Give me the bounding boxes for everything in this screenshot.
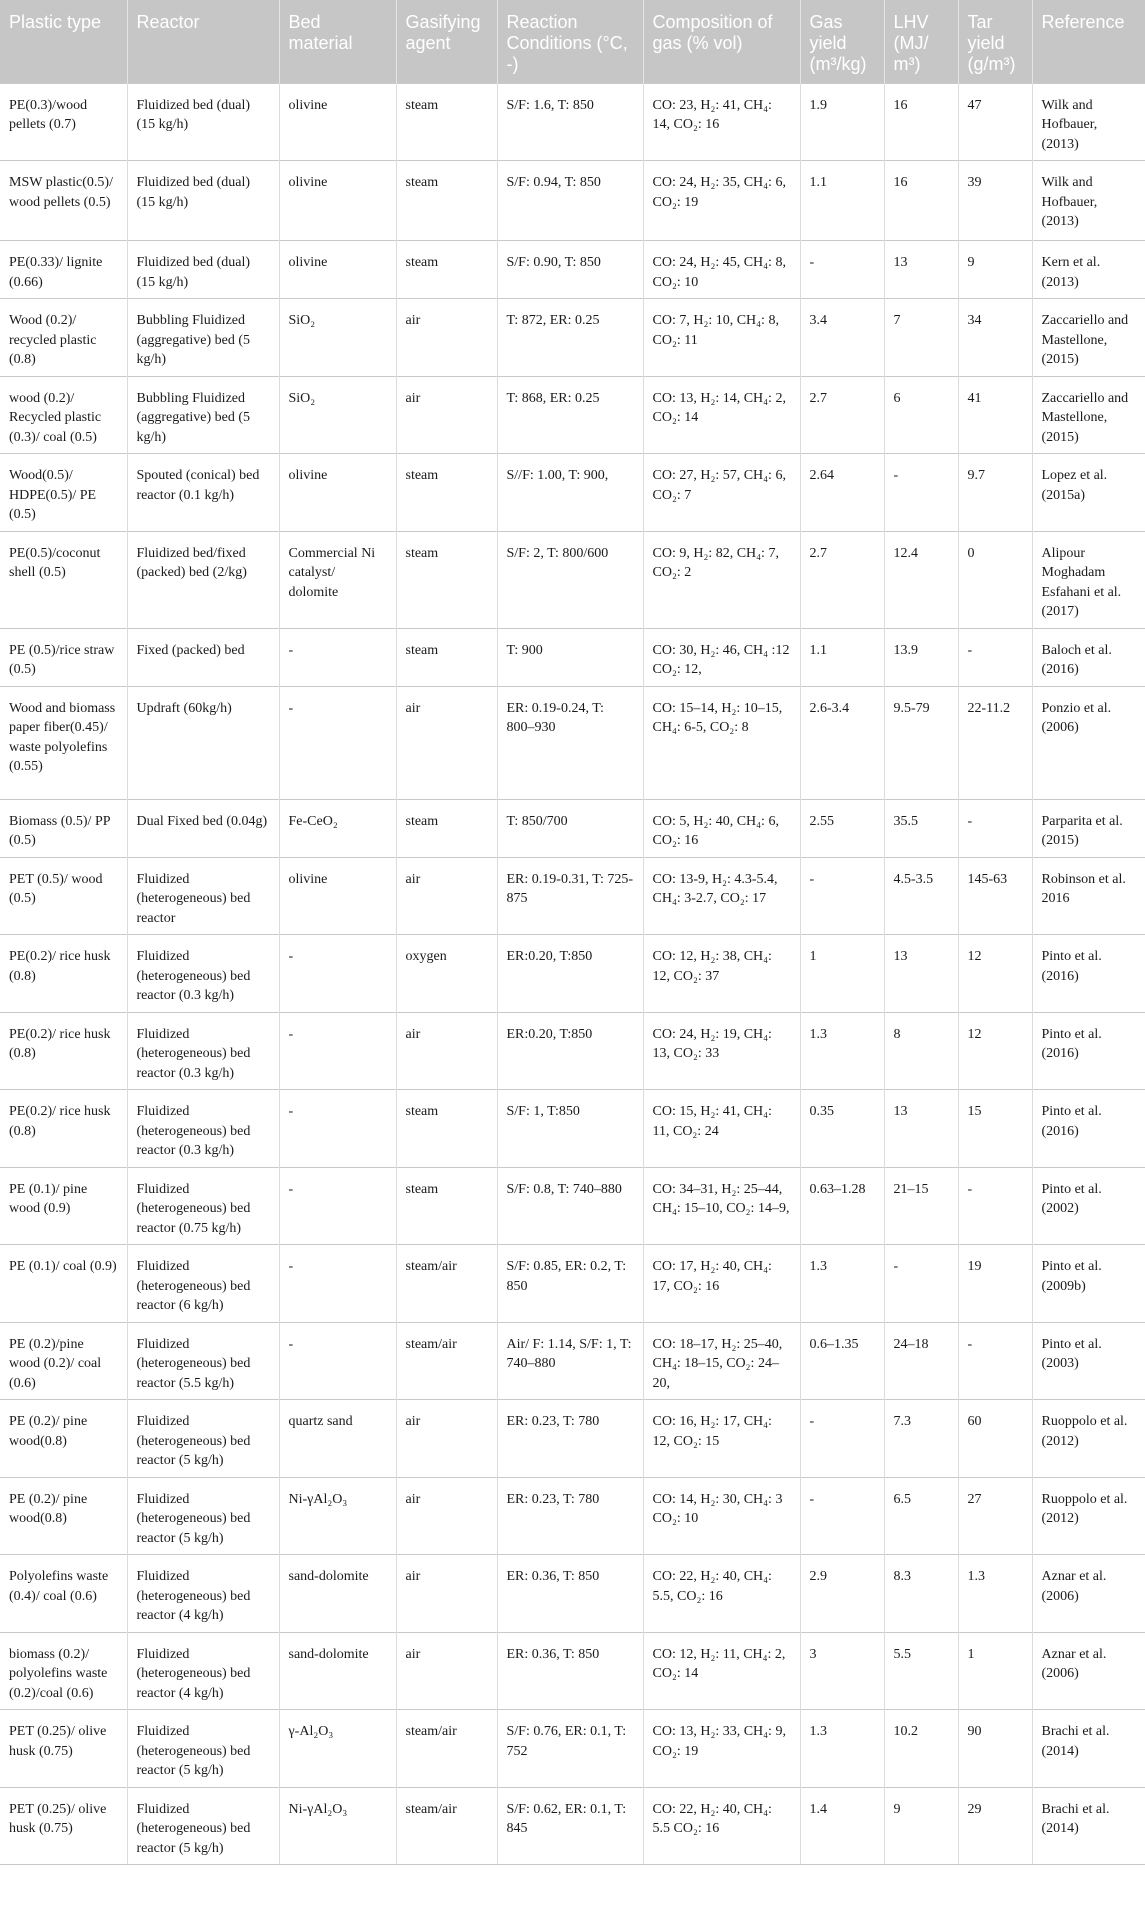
cell-plastic-type: PE (0.2)/ pine wood(0.8) <box>0 1477 127 1555</box>
table-row <box>0 1477 1145 1555</box>
cell-gasifying-agent: steam <box>396 1090 497 1168</box>
cell-gasifying-agent: air <box>396 1012 497 1090</box>
table-row <box>0 299 1145 377</box>
cell-bed-material: olivine <box>279 241 396 299</box>
cell-bed-material: SiO₂ <box>279 299 396 377</box>
cell-tar-yield: - <box>958 799 1032 857</box>
cell-reference: Aznar et al. (2006) <box>1032 1555 1145 1633</box>
cell-lhv: 21–15 <box>884 1167 958 1245</box>
cell-gas-yield: 1.3 <box>800 1245 884 1323</box>
cell-reference: Lopez et al. (2015a) <box>1032 454 1145 532</box>
cell-lhv: 9.5-79 <box>884 686 958 799</box>
cell-reactor: Fluidized (heterogeneous) bed reactor (5 kg/h) <box>127 1477 279 1555</box>
cell-lhv: 6 <box>884 376 958 454</box>
cell-tar-yield: 90 <box>958 1710 1032 1788</box>
cell-bed-material: - <box>279 628 396 686</box>
cell-reactor: Fluidized bed (dual) (15 kg/h) <box>127 83 279 161</box>
cell-reactor: Updraft (60kg/h) <box>127 686 279 799</box>
cell-gas-composition: CO: 12, H₂: 11, CH₄: 2, CO₂: 14 <box>643 1632 800 1710</box>
cell-tar-yield: 39 <box>958 161 1032 241</box>
cell-reference: Pinto et al. (2016) <box>1032 1012 1145 1090</box>
cell-reference: Ruoppolo et al. (2012) <box>1032 1477 1145 1555</box>
table-row <box>0 799 1145 857</box>
cell-gasifying-agent: air <box>396 299 497 377</box>
cell-bed-material: olivine <box>279 83 396 161</box>
cell-tar-yield: 9.7 <box>958 454 1032 532</box>
cell-lhv: 6.5 <box>884 1477 958 1555</box>
cell-gasifying-agent: steam/air <box>396 1245 497 1323</box>
cell-plastic-type: PE (0.5)/rice straw (0.5) <box>0 628 127 686</box>
cell-bed-material: Ni-γAl₂O₃ <box>279 1787 396 1865</box>
cell-gas-yield: 2.7 <box>800 531 884 628</box>
cell-reactor: Fixed (packed) bed <box>127 628 279 686</box>
cell-gas-yield: 1.3 <box>800 1012 884 1090</box>
cell-reactor: Fluidized (heterogeneous) bed reactor (5 kg/h) <box>127 1710 279 1788</box>
cell-reactor: Fluidized (heterogeneous) bed reactor (0.3 kg/h) <box>127 935 279 1013</box>
header-row <box>0 0 1145 83</box>
cell-reaction-conditions: T: 868, ER: 0.25 <box>497 376 643 454</box>
cell-bed-material: olivine <box>279 454 396 532</box>
cell-plastic-type: Wood(0.5)/ HDPE(0.5)/ PE (0.5) <box>0 454 127 532</box>
cell-gas-yield: 1.1 <box>800 161 884 241</box>
cell-reference: Brachi et al. (2014) <box>1032 1710 1145 1788</box>
cell-lhv: 7 <box>884 299 958 377</box>
cell-gas-yield: 2.6-3.4 <box>800 686 884 799</box>
cell-tar-yield: 22-11.2 <box>958 686 1032 799</box>
cell-tar-yield: 41 <box>958 376 1032 454</box>
header-reactor: Reactor <box>127 0 279 83</box>
cell-gas-composition: CO: 23, H₂: 41, CH₄: 14, CO₂: 16 <box>643 83 800 161</box>
cell-gasifying-agent: steam/air <box>396 1322 497 1400</box>
cell-lhv: 5.5 <box>884 1632 958 1710</box>
cell-gas-composition: CO: 12, H₂: 38, CH₄: 12, CO₂: 37 <box>643 935 800 1013</box>
cell-gasifying-agent: air <box>396 1555 497 1633</box>
cell-reference: Kern et al. (2013) <box>1032 241 1145 299</box>
cell-reaction-conditions: S/F: 0.85, ER: 0.2, T: 850 <box>497 1245 643 1323</box>
cell-plastic-type: PE(0.33)/ lignite (0.66) <box>0 241 127 299</box>
cell-gas-yield: 0.6–1.35 <box>800 1322 884 1400</box>
cell-reaction-conditions: S/F: 0.8, T: 740–880 <box>497 1167 643 1245</box>
table-row <box>0 686 1145 799</box>
cell-plastic-type: PE(0.5)/coconut shell (0.5) <box>0 531 127 628</box>
cell-reaction-conditions: ER: 0.36, T: 850 <box>497 1555 643 1633</box>
cell-reactor: Fluidized (heterogeneous) bed reactor <box>127 857 279 935</box>
cell-reactor: Fluidized (heterogeneous) bed reactor (4 kg/h) <box>127 1632 279 1710</box>
cell-gasifying-agent: air <box>396 1477 497 1555</box>
cell-tar-yield: 47 <box>958 83 1032 161</box>
cell-bed-material: Commercial Ni catalyst/ dolomite <box>279 531 396 628</box>
cell-gasifying-agent: steam/air <box>396 1787 497 1865</box>
cell-plastic-type: Wood and biomass paper fiber(0.45)/ waste polyolefins (0.55) <box>0 686 127 799</box>
cell-reactor: Dual Fixed bed (0.04g) <box>127 799 279 857</box>
cell-reactor: Spouted (conical) bed reactor (0.1 kg/h) <box>127 454 279 532</box>
cell-reference: Pinto et al. (2009b) <box>1032 1245 1145 1323</box>
cell-reference: Brachi et al. (2014) <box>1032 1787 1145 1865</box>
cell-reference: Wilk and Hofbauer, (2013) <box>1032 161 1145 241</box>
cell-reaction-conditions: S/F: 0.76, ER: 0.1, T: 752 <box>497 1710 643 1788</box>
cell-gas-yield: - <box>800 241 884 299</box>
cell-tar-yield: 1.3 <box>958 1555 1032 1633</box>
cell-lhv: - <box>884 1245 958 1323</box>
cell-reaction-conditions: ER:0.20, T:850 <box>497 1012 643 1090</box>
cell-reactor: Fluidized (heterogeneous) bed reactor (5 kg/h) <box>127 1400 279 1478</box>
cell-lhv: 7.3 <box>884 1400 958 1478</box>
cell-reference: Aznar et al. (2006) <box>1032 1632 1145 1710</box>
cell-reactor: Fluidized (heterogeneous) bed reactor (4 kg/h) <box>127 1555 279 1633</box>
cell-gasifying-agent: steam <box>396 531 497 628</box>
table-row <box>0 1090 1145 1168</box>
cell-gas-yield: 1.1 <box>800 628 884 686</box>
cell-plastic-type: Polyolefins waste (0.4)/ coal (0.6) <box>0 1555 127 1633</box>
cell-gas-composition: CO: 9, H₂: 82, CH₄: 7, CO₂: 2 <box>643 531 800 628</box>
cell-bed-material: Ni-γAl₂O₃ <box>279 1477 396 1555</box>
table-row <box>0 1322 1145 1400</box>
cell-bed-material: sand-dolomite <box>279 1632 396 1710</box>
cell-gasifying-agent: steam <box>396 161 497 241</box>
cell-plastic-type: Biomass (0.5)/ PP (0.5) <box>0 799 127 857</box>
cell-reaction-conditions: S/F: 0.90, T: 850 <box>497 241 643 299</box>
cell-bed-material: - <box>279 935 396 1013</box>
table-row <box>0 1632 1145 1710</box>
cell-bed-material: olivine <box>279 161 396 241</box>
cell-gas-yield: 2.55 <box>800 799 884 857</box>
cell-bed-material: - <box>279 1245 396 1323</box>
header-reaction-conditions: Reaction Conditions (°C, -) <box>497 0 643 83</box>
cell-gas-composition: CO: 13, H₂: 33, CH₄: 9, CO₂: 19 <box>643 1710 800 1788</box>
cell-gas-composition: CO: 27, H₂: 57, CH₄: 6, CO₂: 7 <box>643 454 800 532</box>
cell-gas-yield: 1.9 <box>800 83 884 161</box>
cell-gas-composition: CO: 13-9, H₂: 4.3-5.4, CH₄: 3-2.7, CO₂: 17 <box>643 857 800 935</box>
cell-gas-composition: CO: 22, H₂: 40, CH₄: 5.5 CO₂: 16 <box>643 1787 800 1865</box>
cell-lhv: 35.5 <box>884 799 958 857</box>
cell-gasifying-agent: air <box>396 1400 497 1478</box>
cell-gas-yield: 0.63–1.28 <box>800 1167 884 1245</box>
cell-bed-material: SiO₂ <box>279 376 396 454</box>
cell-lhv: 8 <box>884 1012 958 1090</box>
cell-lhv: - <box>884 454 958 532</box>
cell-reaction-conditions: S/F: 1.6, T: 850 <box>497 83 643 161</box>
cell-gas-yield: 2.7 <box>800 376 884 454</box>
cell-tar-yield: 12 <box>958 1012 1032 1090</box>
cell-tar-yield: - <box>958 1322 1032 1400</box>
cell-reaction-conditions: S/F: 2, T: 800/600 <box>497 531 643 628</box>
cell-gas-yield: - <box>800 857 884 935</box>
cell-tar-yield: 15 <box>958 1090 1032 1168</box>
header-bed-material: Bed material <box>279 0 396 83</box>
cell-bed-material: γ-Al₂O₃ <box>279 1710 396 1788</box>
table-row <box>0 1400 1145 1478</box>
cell-reactor: Bubbling Fluidized (aggregative) bed (5 kg/h) <box>127 376 279 454</box>
cell-gas-composition: CO: 15–14, H₂: 10–15, CH₄: 6-5, CO₂: 8 <box>643 686 800 799</box>
cell-gas-composition: CO: 16, H₂: 17, CH₄: 12, CO₂: 15 <box>643 1400 800 1478</box>
table-row <box>0 1555 1145 1633</box>
table-row <box>0 454 1145 532</box>
cell-reference: Pinto et al. (2016) <box>1032 935 1145 1013</box>
cell-gas-composition: CO: 22, H₂: 40, CH₄: 5.5, CO₂: 16 <box>643 1555 800 1633</box>
cell-lhv: 24–18 <box>884 1322 958 1400</box>
cell-plastic-type: PE(0.3)/wood pellets (0.7) <box>0 83 127 161</box>
cell-lhv: 16 <box>884 83 958 161</box>
cell-plastic-type: PE (0.1)/ coal (0.9) <box>0 1245 127 1323</box>
table-row <box>0 376 1145 454</box>
cell-bed-material: quartz sand <box>279 1400 396 1478</box>
cell-gas-yield: 0.35 <box>800 1090 884 1168</box>
cell-tar-yield: 60 <box>958 1400 1032 1478</box>
cell-lhv: 13 <box>884 935 958 1013</box>
cell-bed-material: - <box>279 1090 396 1168</box>
cell-gas-yield: 2.9 <box>800 1555 884 1633</box>
table-row <box>0 161 1145 241</box>
cell-gas-composition: CO: 13, H₂: 14, CH₄: 2, CO₂: 14 <box>643 376 800 454</box>
table-row <box>0 857 1145 935</box>
cell-gas-composition: CO: 14, H₂: 30, CH₄: 3 CO₂: 10 <box>643 1477 800 1555</box>
header-reference: Reference <box>1032 0 1145 83</box>
cell-reference: Ponzio et al. (2006) <box>1032 686 1145 799</box>
cell-gas-yield: 1.4 <box>800 1787 884 1865</box>
cell-plastic-type: PET (0.25)/ olive husk (0.75) <box>0 1710 127 1788</box>
cell-gas-composition: CO: 17, H₂: 40, CH₄: 17, CO₂: 16 <box>643 1245 800 1323</box>
cell-plastic-type: MSW plastic(0.5)/ wood pellets (0.5) <box>0 161 127 241</box>
table-row <box>0 1012 1145 1090</box>
table-header <box>0 0 1145 83</box>
cell-reaction-conditions: ER: 0.23, T: 780 <box>497 1400 643 1478</box>
cell-plastic-type: Wood (0.2)/ recycled plastic (0.8) <box>0 299 127 377</box>
cell-tar-yield: 29 <box>958 1787 1032 1865</box>
cell-lhv: 10.2 <box>884 1710 958 1788</box>
cell-bed-material: sand-dolomite <box>279 1555 396 1633</box>
cell-gas-yield: 1.3 <box>800 1710 884 1788</box>
cell-reactor: Fluidized (heterogeneous) bed reactor (0.75 kg/h) <box>127 1167 279 1245</box>
cell-gas-yield: - <box>800 1400 884 1478</box>
cell-tar-yield: 0 <box>958 531 1032 628</box>
cell-reaction-conditions: ER: 0.23, T: 780 <box>497 1477 643 1555</box>
cell-reactor: Fluidized (heterogeneous) bed reactor (6 kg/h) <box>127 1245 279 1323</box>
table-row <box>0 1245 1145 1323</box>
cell-gas-composition: CO: 18–17, H₂: 25–40, CH₄: 18–15, CO₂: 24–20, <box>643 1322 800 1400</box>
cell-gas-yield: 3.4 <box>800 299 884 377</box>
cell-reference: Parparita et al. (2015) <box>1032 799 1145 857</box>
cell-lhv: 8.3 <box>884 1555 958 1633</box>
cell-reaction-conditions: S/F: 0.94, T: 850 <box>497 161 643 241</box>
cell-tar-yield: 1 <box>958 1632 1032 1710</box>
cell-plastic-type: PE (0.2)/ pine wood(0.8) <box>0 1400 127 1478</box>
cell-gas-composition: CO: 24, H₂: 45, CH₄: 8, CO₂: 10 <box>643 241 800 299</box>
cell-reference: Pinto et al. (2003) <box>1032 1322 1145 1400</box>
cell-reactor: Fluidized bed (dual) (15 kg/h) <box>127 241 279 299</box>
cell-lhv: 12.4 <box>884 531 958 628</box>
cell-plastic-type: PE (0.2)/pine wood (0.2)/ coal (0.6) <box>0 1322 127 1400</box>
header-plastic-type: Plastic type <box>0 0 127 83</box>
cell-gas-yield: 3 <box>800 1632 884 1710</box>
table-row <box>0 935 1145 1013</box>
cell-plastic-type: wood (0.2)/ Recycled plastic (0.3)/ coal (0.5) <box>0 376 127 454</box>
cell-gas-yield: 2.64 <box>800 454 884 532</box>
cell-gasifying-agent: steam <box>396 83 497 161</box>
cell-tar-yield: - <box>958 1167 1032 1245</box>
cell-reactor: Fluidized (heterogeneous) bed reactor (5 kg/h) <box>127 1787 279 1865</box>
cell-reaction-conditions: T: 850/700 <box>497 799 643 857</box>
cell-lhv: 13.9 <box>884 628 958 686</box>
header-gas-composition: Composition of gas (% vol) <box>643 0 800 83</box>
cell-reference: Ruoppolo et al. (2012) <box>1032 1400 1145 1478</box>
table-body <box>0 83 1145 1865</box>
header-lhv: LHV (MJ/ m³) <box>884 0 958 83</box>
cell-reference: Baloch et al. (2016) <box>1032 628 1145 686</box>
cell-reference: Alipour Moghadam Esfahani et al. (2017) <box>1032 531 1145 628</box>
cell-bed-material: - <box>279 1012 396 1090</box>
cell-reactor: Fluidized (heterogeneous) bed reactor (0.3 kg/h) <box>127 1012 279 1090</box>
cell-plastic-type: PE (0.1)/ pine wood (0.9) <box>0 1167 127 1245</box>
table-row <box>0 1167 1145 1245</box>
cell-reference: Zaccariello and Mastellone, (2015) <box>1032 376 1145 454</box>
cell-gasifying-agent: air <box>396 1632 497 1710</box>
cell-gasifying-agent: steam <box>396 628 497 686</box>
cell-gas-composition: CO: 5, H₂: 40, CH₄: 6, CO₂: 16 <box>643 799 800 857</box>
cell-reaction-conditions: T: 872, ER: 0.25 <box>497 299 643 377</box>
cell-gasifying-agent: air <box>396 857 497 935</box>
cell-reaction-conditions: S//F: 1.00, T: 900, <box>497 454 643 532</box>
cell-reference: Zaccariello and Mastellone, (2015) <box>1032 299 1145 377</box>
table-row <box>0 1787 1145 1865</box>
cell-gasifying-agent: steam/air <box>396 1710 497 1788</box>
cell-reactor: Fluidized (heterogeneous) bed reactor (5.5 kg/h) <box>127 1322 279 1400</box>
cell-plastic-type: PE(0.2)/ rice husk (0.8) <box>0 1090 127 1168</box>
header-tar-yield: Tar yield (g/m³) <box>958 0 1032 83</box>
cell-reaction-conditions: S/F: 0.62, ER: 0.1, T: 845 <box>497 1787 643 1865</box>
cell-plastic-type: PE(0.2)/ rice husk (0.8) <box>0 935 127 1013</box>
cell-reaction-conditions: ER:0.20, T:850 <box>497 935 643 1013</box>
cell-gas-composition: CO: 34–31, H₂: 25–44, CH₄: 15–10, CO₂: 14–9, <box>643 1167 800 1245</box>
cell-gasifying-agent: air <box>396 686 497 799</box>
cell-reference: Pinto et al. (2016) <box>1032 1090 1145 1168</box>
cell-lhv: 16 <box>884 161 958 241</box>
header-gas-yield: Gas yield (m³/kg) <box>800 0 884 83</box>
cell-reactor: Fluidized bed (dual) (15 kg/h) <box>127 161 279 241</box>
cell-tar-yield: 145-63 <box>958 857 1032 935</box>
cell-gasifying-agent: steam <box>396 1167 497 1245</box>
cell-gas-yield: - <box>800 1477 884 1555</box>
cell-plastic-type: PE(0.2)/ rice husk (0.8) <box>0 1012 127 1090</box>
cell-gasifying-agent: steam <box>396 799 497 857</box>
cell-lhv: 9 <box>884 1787 958 1865</box>
cell-bed-material: olivine <box>279 857 396 935</box>
cell-gasifying-agent: steam <box>396 454 497 532</box>
cell-gas-composition: CO: 7, H₂: 10, CH₄: 8, CO₂: 11 <box>643 299 800 377</box>
table-row <box>0 241 1145 299</box>
cell-bed-material: Fe-CeO₂ <box>279 799 396 857</box>
cell-tar-yield: 19 <box>958 1245 1032 1323</box>
cell-tar-yield: 12 <box>958 935 1032 1013</box>
cell-tar-yield: 27 <box>958 1477 1032 1555</box>
cell-bed-material: - <box>279 686 396 799</box>
cell-reaction-conditions: T: 900 <box>497 628 643 686</box>
cell-gasifying-agent: oxygen <box>396 935 497 1013</box>
cell-reactor: Bubbling Fluidized (aggregative) bed (5 kg/h) <box>127 299 279 377</box>
cell-gas-composition: CO: 24, H₂: 35, CH₄: 6, CO₂: 19 <box>643 161 800 241</box>
cell-reaction-conditions: S/F: 1, T:850 <box>497 1090 643 1168</box>
cell-gas-composition: CO: 30, H₂: 46, CH₄ :12 CO₂: 12, <box>643 628 800 686</box>
cell-plastic-type: PET (0.25)/ olive husk (0.75) <box>0 1787 127 1865</box>
table-row <box>0 1710 1145 1788</box>
cell-lhv: 13 <box>884 241 958 299</box>
table-row <box>0 628 1145 686</box>
cell-plastic-type: biomass (0.2)/ polyolefins waste (0.2)/coal (0.6) <box>0 1632 127 1710</box>
cell-reaction-conditions: ER: 0.36, T: 850 <box>497 1632 643 1710</box>
table-row <box>0 83 1145 161</box>
cell-reference: Pinto et al. (2002) <box>1032 1167 1145 1245</box>
cell-tar-yield: 9 <box>958 241 1032 299</box>
cell-reactor: Fluidized (heterogeneous) bed reactor (0.3 kg/h) <box>127 1090 279 1168</box>
cell-gasifying-agent: air <box>396 376 497 454</box>
cell-reactor: Fluidized bed/fixed (packed) bed (2/kg) <box>127 531 279 628</box>
cell-reference: Robinson et al. 2016 <box>1032 857 1145 935</box>
cell-reaction-conditions: Air/ F: 1.14, S/F: 1, T: 740–880 <box>497 1322 643 1400</box>
table-row <box>0 531 1145 628</box>
cell-lhv: 13 <box>884 1090 958 1168</box>
cell-reaction-conditions: ER: 0.19-0.31, T: 725-875 <box>497 857 643 935</box>
cell-reference: Wilk and Hofbauer, (2013) <box>1032 83 1145 161</box>
cell-reaction-conditions: ER: 0.19-0.24, T: 800–930 <box>497 686 643 799</box>
cell-bed-material: - <box>279 1167 396 1245</box>
cell-bed-material: - <box>279 1322 396 1400</box>
cell-tar-yield: - <box>958 628 1032 686</box>
cell-gas-yield: 1 <box>800 935 884 1013</box>
cell-gasifying-agent: steam <box>396 241 497 299</box>
cell-gas-composition: CO: 15, H₂: 41, CH₄: 11, CO₂: 24 <box>643 1090 800 1168</box>
cell-lhv: 4.5-3.5 <box>884 857 958 935</box>
cell-gas-composition: CO: 24, H₂: 19, CH₄: 13, CO₂: 33 <box>643 1012 800 1090</box>
cell-plastic-type: PET (0.5)/ wood (0.5) <box>0 857 127 935</box>
header-gasifying-agent: Gasifying agent <box>396 0 497 83</box>
cell-tar-yield: 34 <box>958 299 1032 377</box>
